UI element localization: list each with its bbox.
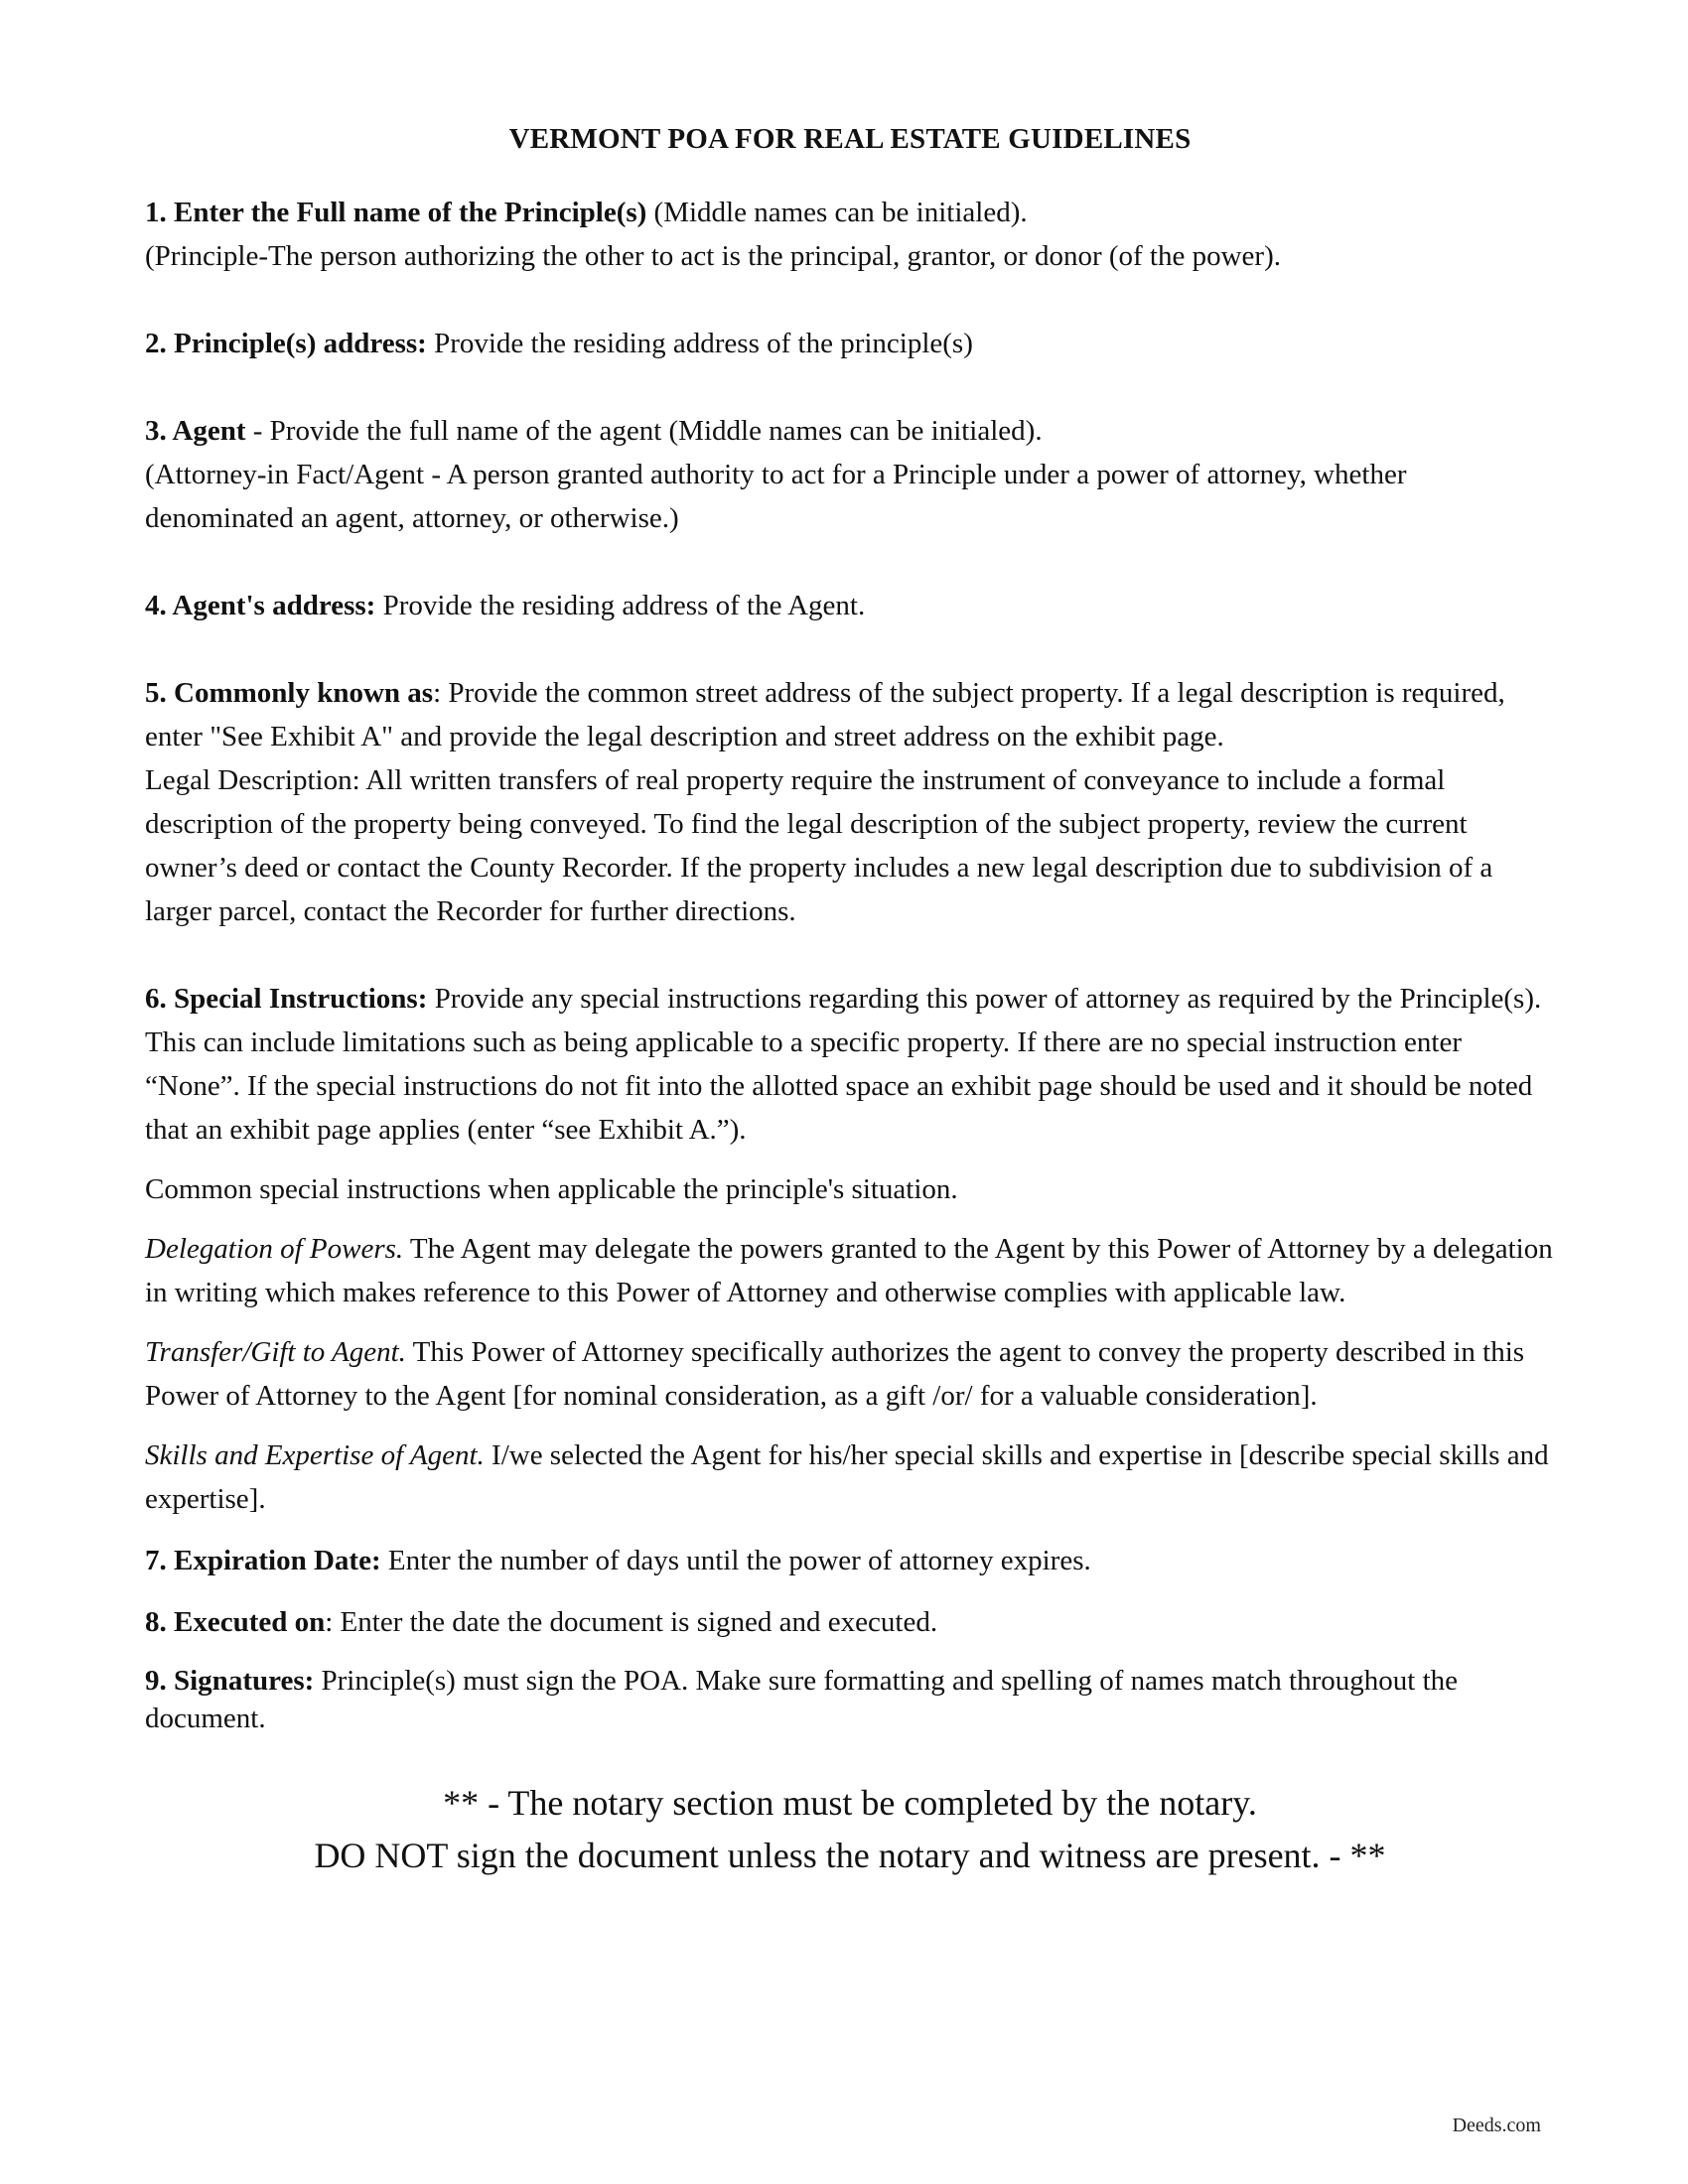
section-5-legal-description: Legal Description: All written transfers of real property require the instrument of conveyance to include a formal description of the property being conveyed. To find the legal description of the subject property, review the current owner’s deed or contact the County Recorder. If the property includes a new legal description due to subdivision of a larger parcel, contact the Recorder for further directions. [145,764,1493,927]
section-7-line [145,1539,1555,1582]
document-page [145,117,1555,1882]
transfer-text: This Power of Attorney specifically authorizes the agent to convey the property described in this Power of Attorney to the Agent [for nominal consideration, as a gift /or/ for a valuable consideration]. [145,1336,1525,1412]
section-3-note: (Attorney-in Fact/Agent - A person granted authority to act for a Principle under a power of attorney, whether denominated an agent, attorney, or otherwise.) [145,459,1407,534]
section-3-text: - Provide the full name of the agent (Middle names can be initialed). [245,415,1043,447]
section-8-text: : Enter the date the document is signed and executed. [325,1606,938,1638]
section-6 [145,977,1555,1521]
section-5-line [145,671,1555,758]
section-8-line [145,1600,1555,1644]
section-7-text: Enter the number of days until the power of attorney expires. [380,1545,1091,1576]
section-3-label: 3. Agent [145,415,246,447]
delegation-text: The Agent may delegate the powers granted to the Agent by this Power of Attorney by a delegation in writing which makes reference to this Power of Attorney and otherwise complies with applicable law. [145,1233,1553,1308]
section-1-text: (Middle names can be initialed). [646,197,1028,228]
section-5 [145,671,1555,933]
section-8-label: 8. Executed on [145,1606,326,1638]
section-5-text: : Provide the common street address of the subject property. If a legal description is required, enter "See Exhibit A" and provide the legal description and street address on the exhibit page. [145,677,1505,752]
section-6-common: Common special instructions when applicable the principle's situation. [145,1173,958,1205]
section-9-text: Principle(s) must sign the POA. Make sure formatting and spelling of names match throughout the document. [145,1665,1459,1734]
section-4 [145,584,1555,627]
section-6-line [145,977,1555,1152]
skills-text: I/we selected the Agent for his/her special skills and expertise in [describe special skills and expertise]. [145,1439,1549,1515]
document-title: VERMONT POA FOR REAL ESTATE GUIDELINES [508,123,1192,155]
section-2 [145,322,1555,365]
section-7-label: 7. Expiration Date: [145,1545,381,1576]
section-1-label: 1. Enter the Full name of the Principle(s) [145,197,647,228]
section-6-skills [145,1433,1555,1521]
section-4-text: Provide the residing address of the Agent. [375,590,866,621]
section-4-line [145,584,1555,627]
notary-line-2: DO NOT sign the document unless the notary and witness are present. - ** [314,1836,1386,1875]
notary-notice [145,1777,1555,1882]
section-2-label: 2. Principle(s) address: [145,328,427,359]
notary-line-1: ** - The notary section must be completed by the notary. [443,1783,1257,1823]
transfer-label: Transfer/Gift to Agent. [145,1336,406,1368]
section-1-line [145,191,1555,234]
section-1-note: (Principle-The person authorizing the other to act is the principal, grantor, or donor (of the power). [145,240,1281,272]
footer-watermark: Deeds.com [1452,2115,1541,2136]
section-5-label: 5. Commonly known as [145,677,434,709]
section-9-line [145,1662,1555,1737]
section-7 [145,1539,1555,1582]
section-3 [145,409,1555,540]
section-9-label: 9. Signatures: [145,1665,315,1697]
section-3-line [145,409,1555,453]
section-2-line [145,322,1555,365]
section-8 [145,1600,1555,1644]
section-6-transfer [145,1330,1555,1418]
section-4-label: 4. Agent's address: [145,590,376,621]
skills-label: Skills and Expertise of Agent. [145,1439,485,1471]
section-6-delegation [145,1227,1555,1314]
section-1 [145,191,1555,278]
section-9 [145,1662,1555,1737]
section-2-text: Provide the residing address of the principle(s) [426,328,973,359]
section-6-text: Provide any special instructions regarding this power of attorney as required by the Principle(s). This can include limitations such as being applicable to a specific property. If there are no special instruction enter “None”. If the special instructions do not fit into the allotted space an exhibit page should be used and it should be noted that an exhibit page applies (enter “see Exhibit A.”). [145,983,1542,1146]
section-6-label: 6. Special Instructions: [145,983,428,1015]
delegation-label: Delegation of Powers. [145,1233,404,1265]
